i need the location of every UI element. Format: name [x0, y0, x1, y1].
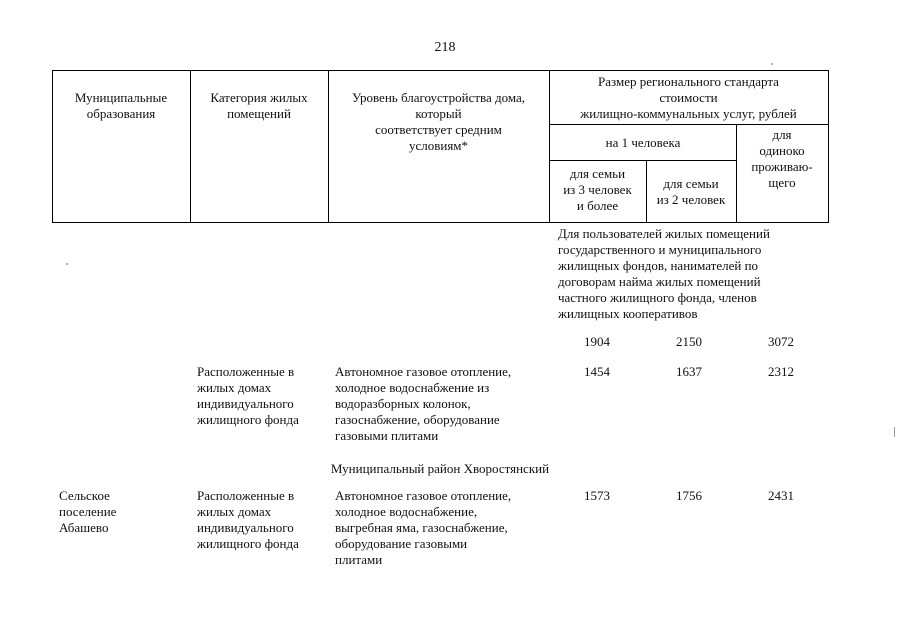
- header-text: щего: [768, 175, 796, 190]
- cell-line: газоснабжение, оборудование: [335, 412, 500, 427]
- header-text: из 3 человек: [563, 182, 632, 197]
- header-municipality: [52, 90, 190, 122]
- header-family-3: [549, 166, 646, 214]
- value-single: 2312: [768, 364, 794, 379]
- header-text: стоимости: [659, 90, 718, 105]
- header-text: соответствует средним: [375, 122, 502, 137]
- header-text: который: [415, 106, 462, 121]
- cell-line: оборудование газовыми: [335, 536, 468, 551]
- cell-line: водоразборных колонок,: [335, 396, 471, 411]
- header-text: Муниципальные: [74, 90, 168, 105]
- header-text: для семьи: [569, 166, 626, 181]
- cell-line: Сельское: [59, 488, 110, 503]
- header-text: одиноко: [759, 143, 805, 158]
- cell-line: плитами: [335, 552, 383, 567]
- table-bottom-border: [52, 222, 828, 223]
- note-line: Для пользователей жилых помещений: [558, 226, 770, 241]
- value-family-3: 1904: [584, 334, 610, 349]
- cell-line: Расположенные в: [197, 488, 295, 503]
- cell-line: холодное водоснабжение,: [335, 504, 478, 519]
- table-top-border: [52, 70, 828, 71]
- note-line: жилищных кооперативов: [558, 306, 698, 321]
- page-number: 218: [434, 40, 456, 55]
- cell-line: Автономное газовое отопление,: [335, 364, 512, 379]
- divider-under-title: [549, 124, 828, 125]
- cell-line: жилищного фонда: [197, 412, 299, 427]
- row-municipality: [59, 488, 116, 536]
- row-category: [197, 364, 299, 428]
- value-single: 2431: [768, 488, 794, 503]
- header-text: Уровень благоустройства дома,: [351, 90, 526, 105]
- header-text: из 2 человек: [656, 192, 726, 207]
- header-text: жилищно-коммунальных услуг, рублей: [580, 106, 797, 121]
- divider-under-per-person: [549, 160, 737, 161]
- row-category: [197, 488, 299, 552]
- cell-line: Абашево: [59, 520, 109, 535]
- cell-line: индивидуального: [197, 520, 294, 535]
- scan-speck: [66, 263, 68, 265]
- header-text: помещений: [227, 106, 291, 121]
- cell-line: жилых домах: [197, 380, 272, 395]
- value-single: 3072: [768, 334, 794, 349]
- scan-speck: [771, 63, 773, 65]
- header-text: образования: [86, 106, 156, 121]
- row-level: [335, 488, 511, 568]
- district-heading: Муниципальный район Хворостянский: [330, 461, 550, 476]
- cell-line: холодное водоснабжение из: [335, 380, 490, 395]
- cell-line: Расположенные в: [197, 364, 295, 379]
- header-text: и более: [576, 198, 619, 213]
- row-level: [335, 364, 511, 444]
- header-text: проживаю-: [751, 159, 813, 174]
- note-line: частного жилищного фонда, членов: [558, 290, 757, 305]
- header-family-2: [646, 176, 736, 208]
- header-text: для семьи: [663, 176, 719, 191]
- header-text: для: [772, 127, 792, 142]
- header-standard-title: [549, 74, 828, 122]
- cell-line: выгребная яма, газоснабжение,: [335, 520, 508, 535]
- header-text: Категория жилых: [210, 90, 308, 105]
- value-family-2: 1637: [676, 364, 702, 379]
- cell-line: поселение: [59, 504, 117, 519]
- note-line: государственного и муниципального: [558, 242, 762, 257]
- header-level: [328, 90, 549, 154]
- header-single: [736, 127, 828, 191]
- scan-speck: [894, 427, 895, 437]
- table-right-border: [828, 70, 829, 223]
- value-family-2: 1756: [676, 488, 702, 503]
- cell-line: индивидуального: [197, 396, 294, 411]
- cell-line: Автономное газовое отопление,: [335, 488, 512, 503]
- cell-line: жилых домах: [197, 504, 272, 519]
- value-family-3: 1573: [584, 488, 610, 503]
- value-family-2: 2150: [676, 334, 702, 349]
- header-text: Размер регионального стандарта: [598, 74, 779, 89]
- header-category: [190, 90, 328, 122]
- note-line: договорам найма жилых помещений: [558, 274, 761, 289]
- header-per-person: на 1 человека: [605, 135, 681, 150]
- header-text: условиям*: [408, 138, 469, 153]
- cell-line: газовыми плитами: [335, 428, 439, 443]
- value-family-3: 1454: [584, 364, 610, 379]
- note-line: жилищных фондов, нанимателей по: [558, 258, 759, 273]
- cell-line: жилищного фонда: [197, 536, 299, 551]
- section-note: [558, 226, 838, 322]
